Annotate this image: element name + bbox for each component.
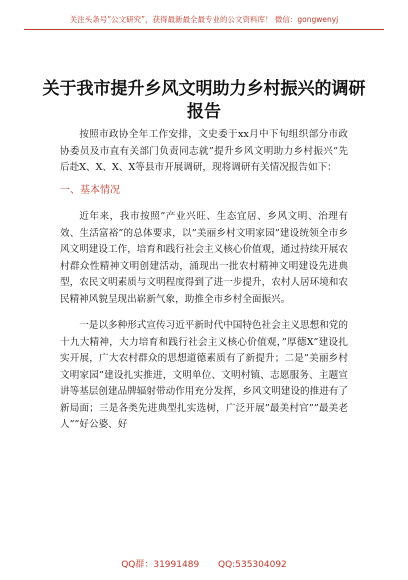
qq-group-text: QQ群：31991489 bbox=[121, 560, 200, 570]
section-heading: 一、基本情况 bbox=[60, 184, 120, 196]
document-body bbox=[60, 127, 348, 434]
body-paragraph: 近年来，我市按照”产业兴旺、生态宜居、乡风文明、治理有效、生活富裕”的总体要求，以”美丽乡村文明家园”建设统领全市乡风文明建设工作，培育和践行社会主义核心价值观，通过持续开展农村群众性精神文明创建活动，涌现出一批农村精神文明建设先进典型，农民文明素质与文明程度得到了进一步提升，农村人居环境和农民精神风貌呈现出崭新气象，助推全市乡村全面振兴。 bbox=[60, 211, 348, 305]
qq-text: QQ:535304092 bbox=[218, 560, 287, 570]
intro-paragraph: 按照市政协全年工作安排，文史委于xx月中下旬组织部分市政协委员及市直有关部门负责同志就”提升乡风文明助力乡村振兴”先后赴X、X、X、X等县市开展调研，现将调研有关情况报告如下： bbox=[60, 129, 348, 173]
header-divider bbox=[24, 29, 384, 30]
body-paragraph: 一是以多种形式宣传习近平新时代中国特色社会主义思想和党的十九大精神，大力培育和践行社会主义核心价值观，”厚德X”建设扎实开展，广大农村群众的思想道德素质有了新提升；二是”美丽乡村文明家园”建设扎实推进，文明单位、文明村镇、志愿服务、主题宣讲等基层创建品牌辐射带动作用充分发挥，乡风文明建设的推进有了新局面；三是各类先进典型扎实选树，广泛开展”最美村官””最美老人””好公婆、好 bbox=[60, 320, 348, 430]
document-title: 关于我市提升乡风文明助力乡村振兴的调研报告 bbox=[42, 79, 366, 122]
footer-contact bbox=[0, 557, 408, 570]
top-banner: 关注头条号“公文研究”，获得最新最全最专业的公文资料库！ 微信：gongwenyj bbox=[69, 15, 339, 24]
